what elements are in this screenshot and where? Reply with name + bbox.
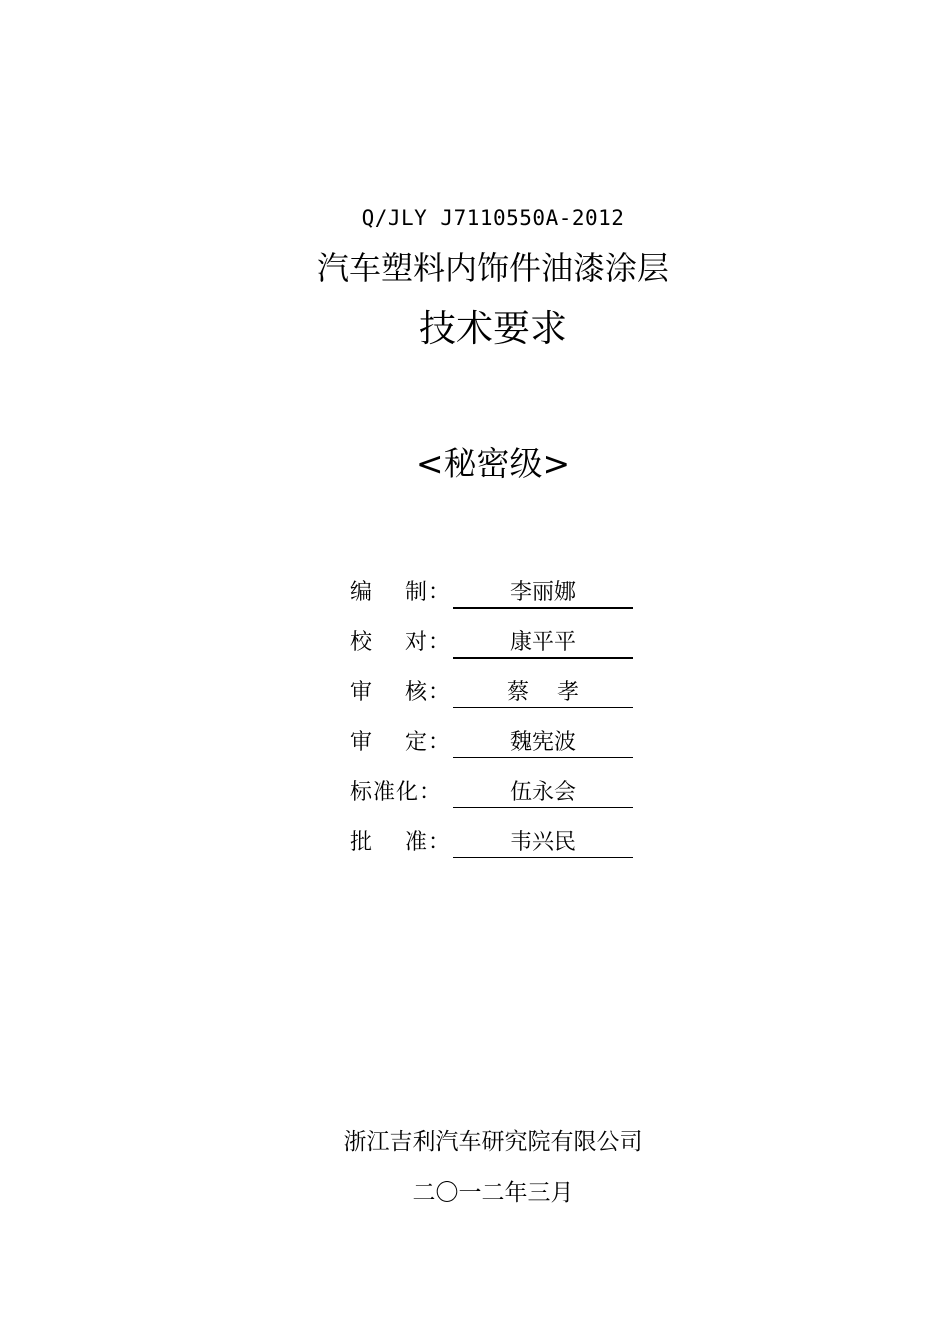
issue-date: 二〇一二年三月 <box>412 1180 574 1206</box>
signature-row-review <box>350 670 640 720</box>
signature-underline <box>453 707 633 708</box>
signature-underline <box>453 857 633 858</box>
signature-underline <box>453 607 633 609</box>
signature-underline <box>453 807 633 808</box>
signature-name: 蔡 孝 <box>507 680 579 705</box>
signature-row-approval <box>350 820 640 870</box>
signature-row-proofread <box>350 620 640 670</box>
signature-row-standardization <box>350 770 640 820</box>
signature-name: 伍永会 <box>509 780 576 805</box>
company-name: 浙江吉利汽车研究院有限公司 <box>343 1129 643 1155</box>
signature-name: 李丽娜 <box>509 580 576 605</box>
signature-row-compiled <box>350 570 640 620</box>
signature-label: 审 核： <box>350 680 451 705</box>
signature-label: 审 定： <box>350 730 451 755</box>
signature-table <box>350 570 640 870</box>
signature-name: 韦兴民 <box>509 830 576 855</box>
signature-label: 编 制： <box>350 580 451 605</box>
document-title: 汽车塑料内饰件油漆涂层 <box>316 249 669 287</box>
signature-row-approve-final <box>350 720 640 770</box>
standard-code: Q/JLY J7110550A-2012 <box>361 206 625 230</box>
signature-label: 批 准： <box>350 830 451 855</box>
signature-label: 标准化： <box>350 780 443 805</box>
document-subtitle: 技术要求 <box>419 307 567 350</box>
signature-label: 校 对： <box>350 630 451 655</box>
signature-underline <box>453 657 633 659</box>
signature-name: 魏宪波 <box>509 730 576 755</box>
classification-level: <秘密级> <box>415 444 571 483</box>
signature-underline <box>453 757 633 758</box>
signature-name: 康平平 <box>509 630 576 655</box>
